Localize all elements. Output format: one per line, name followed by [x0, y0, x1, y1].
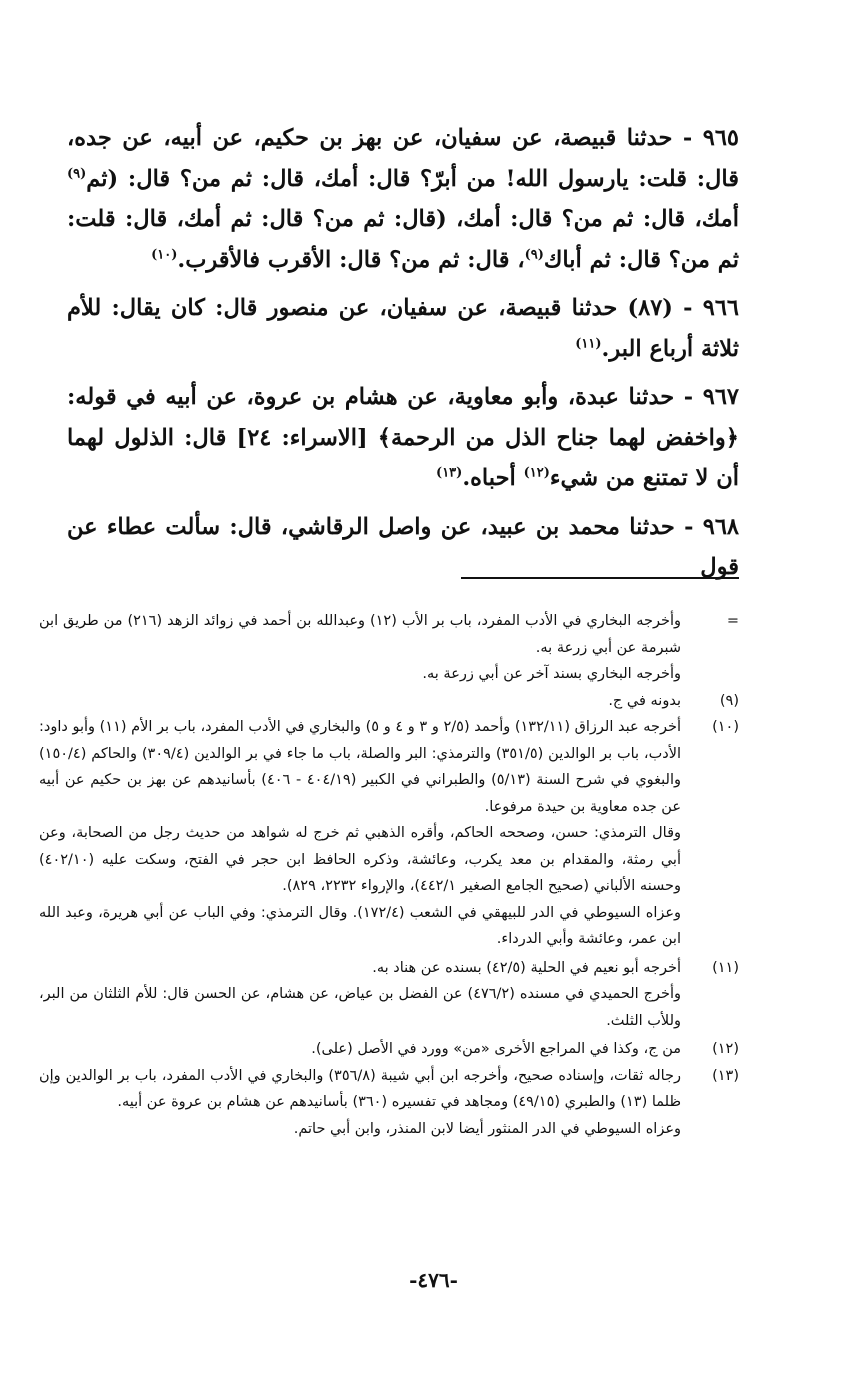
hadith-text: - (٨٧) حدثنا قبيصة، عن سفيان، عن منصور قال: كان يقال: للأم ثلاثة أرباع البر. — [67, 295, 739, 362]
footnotes-block — [39, 608, 739, 1142]
footnote-9 — [39, 688, 739, 715]
footnote-line: أخرجه عبد الرزاق (١٣٢/١١) وأحمد (٢/٥ و ٣ و ٤ و ٥) والبخاري في الأدب المفرد، باب بر الأم (١١) وأبو داود: الأدب، باب بر الوالدين (٣٥١/٥) والترمذي: البر والصلة، باب ما جاء في بر الوالدين (٣٠٩/٤) والحاكم (١٥٠/٤) والبغوي في شرح السنة (٥/١٣) والطبراني في الكبير (٤٠٤/١٩ - ٤٠٦) بأسانيدهم عن بهز بن حكيم عن أبيه عن جده معاوية بن حيدة مرفوعا. — [39, 719, 682, 815]
footnote-line: وأخرج الحميدي في مسنده (٤٧٦/٢) عن الفضل بن عياض، عن هشام، عن الحسن قال: للأم الثلثان من البر، وللأب الثلث. — [39, 986, 681, 1029]
hadith-968 — [67, 507, 739, 588]
page-number: -٤٧٦- — [409, 1268, 458, 1292]
footnote-10 — [39, 714, 739, 953]
footnote-line: أخرجه أبو نعيم في الحلية (٤٢/٥) بسنده عن هناد به. — [372, 959, 681, 976]
hadith-number: ٩٦٦ — [702, 295, 739, 321]
hadith-text-block — [67, 118, 739, 596]
footnote-number: (١٣) — [712, 1067, 739, 1084]
hadith-text: أمك، قال: ثم من؟ قال: أمك، (قال: ثم من؟ قال: ثم أمك، قال: قلت: ثم من؟ قال: ثم أباك — [67, 206, 739, 273]
footnote-line: وعزاه السيوطي في الدر المنثور أيضا لابن المنذر، وابن أبي حاتم. — [293, 1120, 681, 1137]
footnote-line: بدونه في ج. — [608, 692, 681, 709]
hadith-text: - حدثنا قبيصة، عن سفيان، عن بهز بن حكيم، عن أبيه، عن جده، قال: قلت: يارسول الله! من أبرّ؟ قال: أمك، قال: ثم من؟ قال: (ثم — [67, 125, 739, 192]
hadith-number: ٩٦٥ — [702, 125, 739, 151]
footnote-line: رجاله ثقات، وإسناده صحيح، وأخرجه ابن أبي شيبة (٣٥٦/٨) والبخاري في الأدب المفرد، باب بر الوالدين وإن ظلما (١٣) والطبري (٤٩/١٥) ومجاهد في تفسيره (٣٦٠) بأسانيدهم عن هشام بن عروة عن أبيه. — [39, 1067, 681, 1110]
footnote-12 — [39, 1036, 739, 1063]
footnote-ref: (١٣) — [436, 465, 463, 481]
hadith-number: ٩٦٨ — [702, 513, 739, 540]
hadith-967 — [67, 377, 739, 499]
hadith-text: - حدثنا عبدة، وأبو معاوية، عن هشام بن عروة، عن أبيه في قوله: — [67, 384, 703, 410]
footnote-line: وعزاه السيوطي في الدر للبيهقي في الشعب (١٧٢/٤). وقال الترمذي: وفي الباب عن أبي هريرة، وعبد الله ابن عمر، وعائشة وأبي الدرداء. — [39, 904, 681, 947]
footnote-line: وأخرجه البخاري في الأدب المفرد، باب بر الأب (١٢) وعبدالله بن أحمد في زوائد الزهد (٢١٦) من طريق ابن شبرمة عن أبي زرعة به. — [39, 613, 682, 656]
hadith-965 — [67, 118, 739, 280]
footnote-13 — [39, 1063, 739, 1143]
hadith-text: - حدثنا محمد بن عبيد، عن واصل الرقاشي، قال: سألت عطاء عن قول — [67, 513, 739, 580]
hadith-text: ، قال: ثم من؟ قال: الأقرب فالأقرب. — [177, 246, 525, 273]
footnote-divider — [461, 577, 739, 579]
footnote-line: وقال الترمذي: حسن، وصححه الحاكم، وأقره الذهبي ثم خرج له شواهد من حديث رجل من الصحابة، وعن أبي رمثة، والمقدام بن معد يكرب، وعائشة، وذكره الحافظ ابن حجر في الفتح، وسكت عليه (٤٠٢/١٠) وحسنه الألباني (صحيح الجامع الصغير ٤٤٢/١)، والإرواء ٢٢٣٢، ٨٢٩). — [39, 825, 681, 894]
footnote-ref: (١٠) — [151, 247, 178, 262]
continuation-mark: = — [726, 613, 739, 629]
hadith-number: ٩٦٧ — [702, 384, 739, 410]
footnote-number: (١٢) — [712, 1041, 739, 1057]
hadith-text: أحباه. — [462, 465, 524, 491]
footnote-11 — [39, 955, 739, 1035]
footnote-ref: (١١) — [575, 336, 602, 351]
footnote-line: وأخرجه البخاري بسند آخر عن أبي زرعة به. — [422, 666, 681, 682]
footnote-number: (١١) — [712, 959, 739, 976]
footnote-ref: (٩) — [67, 166, 87, 181]
hadith-text: [الاسراء: ٢٤] قال: الذلول لهما أن لا تمتنع من شيء — [67, 424, 739, 491]
quran-verse: ﴿واخفض لهما جناح الذل من الرحمة﴾ — [377, 424, 739, 451]
footnote-line: من ج، وكذا في المراجع الأخرى «من» وورد في الأصل (على). — [311, 1041, 681, 1057]
footnote-number: (١٠) — [712, 719, 739, 735]
footnote-number: (٩) — [719, 692, 739, 709]
footnote-ref: (١٢) — [523, 465, 550, 481]
hadith-966 — [67, 288, 739, 369]
footnote-continued — [39, 608, 739, 688]
footnote-ref: (٩) — [524, 247, 544, 262]
